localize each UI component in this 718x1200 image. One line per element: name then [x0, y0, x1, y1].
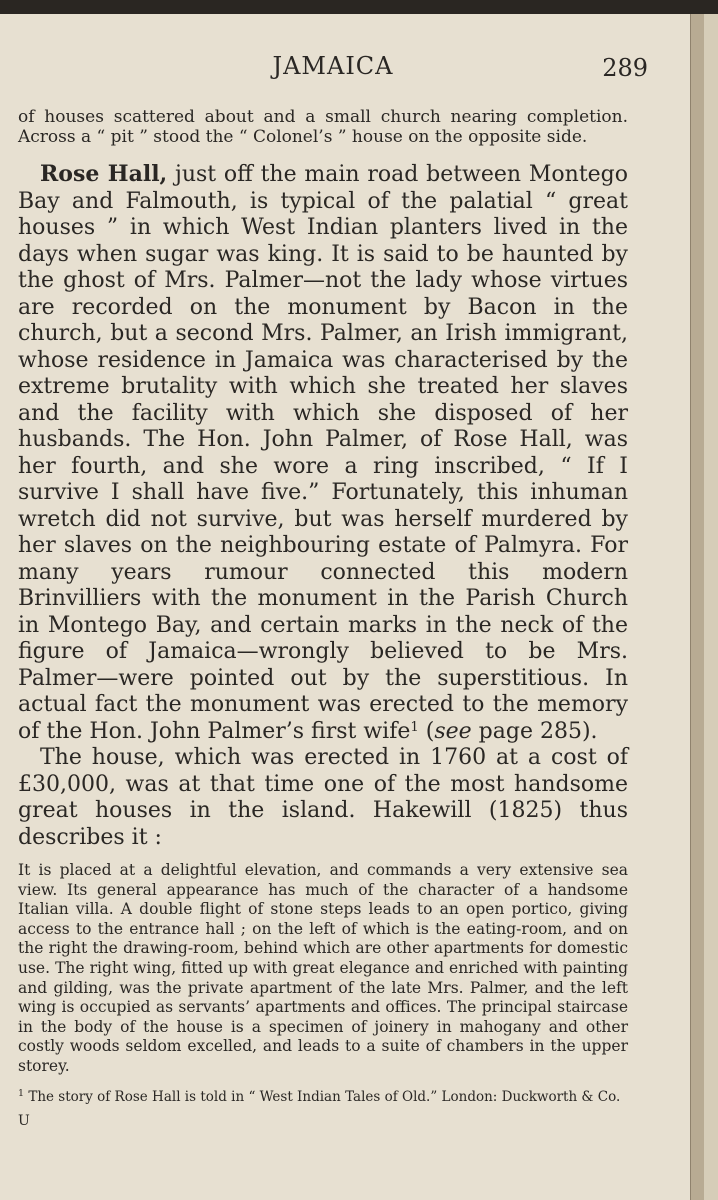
page-edge	[690, 14, 705, 1200]
page-header	[18, 52, 648, 92]
hakewill-quotation: It is placed at a delightful elevation, and commands a very extensive sea view. Its general appearance has much of the character of a handsome Italian villa. A double flight of stone steps leads to an open portico, giving access to the entrance hall ; on the left of which is the eating-room, and on the right the drawing-room, behind which are other apartments for domestic use. The right wing, fitted up with great elegance and enriched with painting and gilding, was the private apartment of the late Mrs. Palmer, and the left wing is occupied as servants’ apartments and offices. The principal staircase in the body of the house is a specimen of joinery in mahogany and other costly woods seldom excelled, and leads to a suite of chambers in the upper storey.	[18, 861, 628, 1075]
rose-hall-lead: Rose Hall,	[40, 161, 168, 187]
body-text	[18, 107, 628, 1129]
footnote-text: The story of Rose Hall is told in “ West Indian Tales of Old.” London: Duckworth & Co.	[28, 1088, 621, 1105]
note-reference: 1	[410, 719, 419, 735]
see-word: see	[434, 718, 472, 744]
page-number: 289	[602, 54, 648, 82]
rose-hall-paragraph	[18, 161, 628, 745]
running-title: JAMAICA	[272, 52, 394, 80]
intro-paragraph: of houses scattered about and a small church nearing completion. Across a “ pit ” stood the “ Colonel’s ” house on the opposite side.	[18, 107, 628, 147]
rose-hall-page-ref: page 285).	[471, 718, 598, 744]
footnote	[18, 1089, 628, 1105]
rose-hall-paren-open: (	[418, 718, 435, 744]
rose-hall-text: just off the main road between Montego Bay and Falmouth, is typical of the palatial “ great houses ” in which West Indian planters lived in the days when sugar was king. It is said to be haunted by the ghost of Mrs. Palmer—not the lady whose virtues are recorded on the monument by Bacon in the church, but a second Mrs. Palmer, an Irish immigrant, whose residence in Jamaica was characterised by the extreme brutality with which she treated her slaves and the facility with which she disposed of her husbands. The Hon. John Palmer, of Rose Hall, was her fourth, and she wore a ring inscribed, “ If I survive I shall have five.” Fortunately, this inhuman wretch did not survive, but was herself murdered by her slaves on the neighbouring estate of Palmyra. For many years rumour connected this modern Brinvilliers with the monument in the Parish Church in Montego Bay, and certain marks in the neck of the figure of Jamaica—wrongly believed to be Mrs. Palmer—were pointed out by the superstitious. In actual fact the monument was erected to the memory of the Hon. John Palmer’s first wife	[18, 162, 629, 744]
footnote-marker: 1	[18, 1087, 25, 1099]
book-page	[0, 14, 690, 1200]
page-edge-outer	[704, 14, 718, 1200]
signature-mark: U	[18, 1112, 30, 1129]
house-paragraph: The house, which was erected in 1760 at a cost of £30,000, was at that time one of the most handsome great houses in the island. Hakewill (1825) thus describes it :	[18, 745, 628, 850]
